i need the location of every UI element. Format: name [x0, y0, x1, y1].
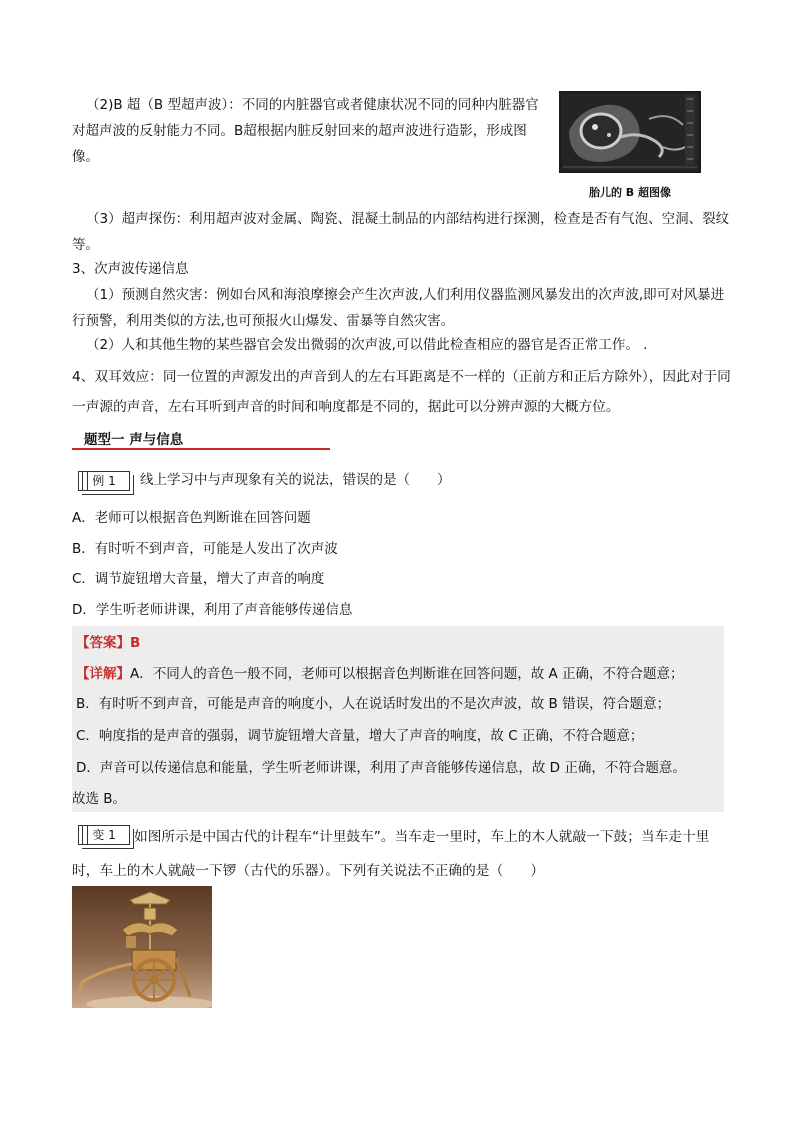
detail-line-b: B．有时听不到声音，可能是声音的响度小，人在说话时发出的不是次声波，故 B 错误，符合题意；: [76, 696, 671, 712]
variant-1-question: 如图所示是中国古代的计程车“计里鼓车”。当车走一里时，车上的木人就敲一下鼓；当车走十里时，车上的木人就敲一下锣（古代的乐器）。下列有关说法不正确的是（ ）: [72, 829, 710, 879]
example-1-badge: [78, 471, 130, 491]
binaural-effect-paragraph: 4、双耳效应：同一位置的声源发出的声音到人的左右耳距离是不一样的（正前方和正后方除外），因此对于同一声源的声音，左右耳听到声音的时间和响度都是不同的，据此可以分辨声源的大概方位。: [72, 369, 731, 415]
option-d: D．学生听老师讲课，利用了声音能够传递信息: [72, 602, 353, 618]
infrasound-item-2: （2）人和其他生物的某些器官会发出微弱的次声波,可以借此检查相应的器官是否正常工作。 .: [86, 337, 648, 353]
detail-line-d: D．声音可以传递信息和能量，学生听老师讲课，利用了声音能够传递信息，故 D 正确，不符合题意。: [76, 760, 686, 776]
detail-line-a: [76, 661, 724, 687]
example-1-question: 线上学习中与声现象有关的说法，错误的是（ ）: [140, 472, 451, 488]
example-1-badge-label: 例 1: [92, 474, 116, 488]
option-a: A．老师可以根据音色判断谁在回答问题: [72, 510, 311, 526]
infrasound-item-1: （1）预测自然灾害：例如台风和海浪摩擦会产生次声波,人们利用仪器监测风暴发出的次声波,即可对风暴进行预警，利用类似的方法,也可预报火山爆发、雷暴等自然灾害。: [72, 287, 725, 329]
section-underline: [72, 448, 330, 450]
option-c: C．调节旋钮增大音量，增大了声音的响度: [72, 571, 325, 587]
drum-cart-image: [72, 886, 212, 1008]
answer-line: [76, 630, 140, 656]
section-title: 题型一 声与信息: [84, 432, 184, 448]
answer-label: 【答案】: [76, 635, 130, 651]
fetal-ultrasound-image: [559, 91, 701, 173]
detail-text-a: A．不同人的音色一般不同，老师可以根据音色判断谁在回答问题，故 A 正确，不符合题意；: [130, 666, 684, 682]
option-b: B．有时听不到声音，可能是人发出了次声波: [72, 541, 338, 557]
answer-box: [72, 626, 724, 812]
ultrasonic-inspection-paragraph: （3）超声探伤：利用超声波对金属、陶瓷、混凝土制品的内部结构进行探测，检查是否有气泡、空洞、裂纹等。: [72, 211, 730, 253]
detail-line-c: C．响度指的是声音的强弱，调节旋钮增大音量，增大了声音的响度，故 C 正确，不符合题意；: [76, 728, 644, 744]
bultrasound-paragraph: （2)B 超（B 型超声波）：不同的内脏器官或者健康状况不同的同种内脏器官对超声波的反射能力不同。B超根据内脏反射回来的超声波进行造影，形成图像。: [72, 97, 539, 165]
answer-value: B: [130, 635, 141, 651]
infrasound-heading: 3、次声波传递信息: [72, 261, 189, 277]
detail-label: 【详解】: [76, 666, 130, 682]
conclusion: 故选 B。: [72, 791, 127, 807]
variant-1-badge-label: 变 1: [92, 828, 116, 842]
ultrasound-caption: 胎儿的 B 超图像: [588, 186, 672, 199]
